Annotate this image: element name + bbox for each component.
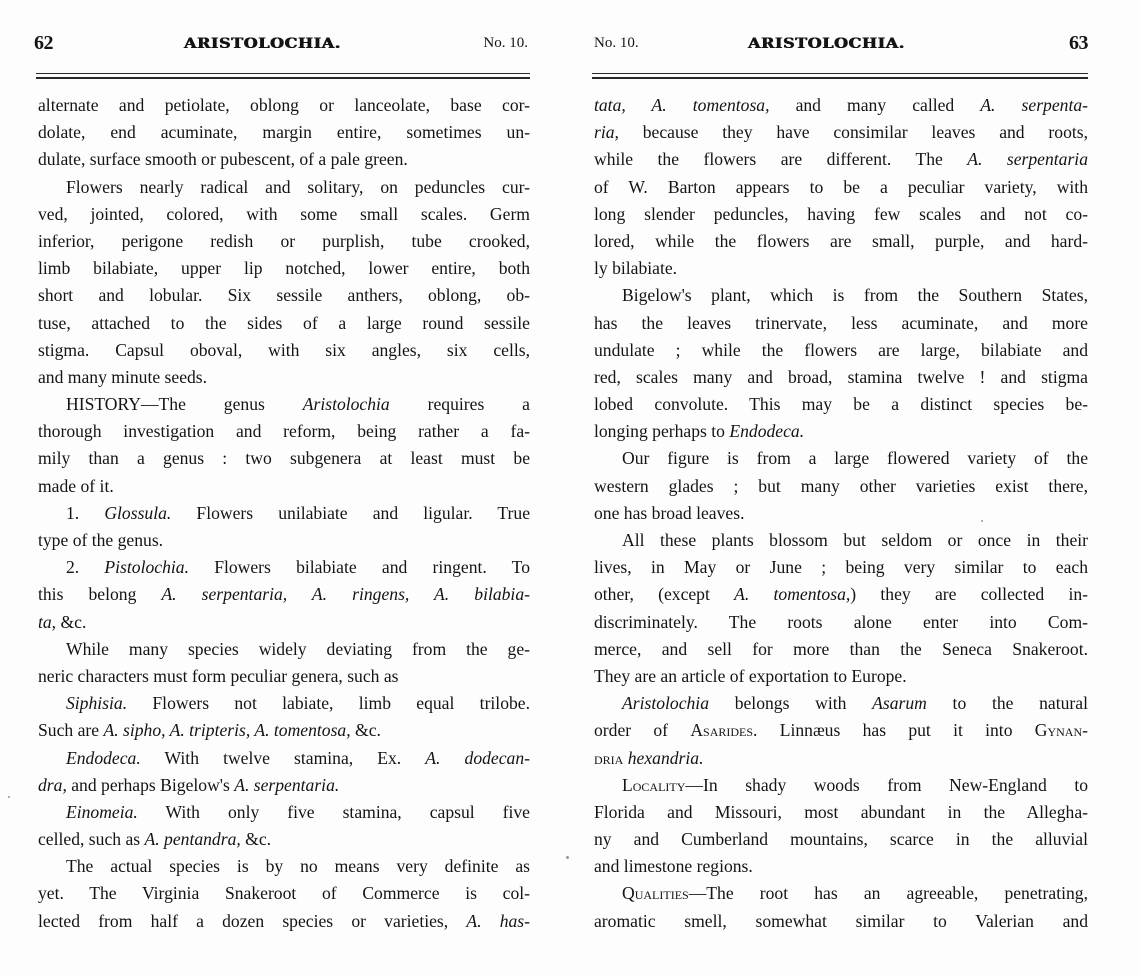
text-line: and limestone regions. [594, 856, 753, 877]
text-line: dolate, end acuminate, margin entire, sometimes un- [38, 122, 530, 143]
text-line: other, (except A. tomentosa,) they are collected in- [594, 584, 1088, 605]
text-line: 2. Pistolochia. Flowers bilabiate and ringent. To [66, 557, 530, 578]
text-line: alternate and petiolate, oblong or lanceolate, base cor- [38, 95, 530, 115]
issue-number: No. 10. [594, 35, 639, 51]
text-line: thorough investigation and reform, being rather a fa- [38, 421, 530, 442]
text-line: inferior, perigone redish or purplish, tube crooked, [38, 230, 530, 251]
text-line: They are an article of exportation to Europe. [594, 665, 907, 686]
text-line: The actual species is by no means very definite as [66, 856, 530, 877]
text-line: limb bilabiate, upper lip notched, lower entire, both [38, 258, 530, 279]
left-page [34, 0, 530, 975]
text-line: neric characters must form peculiar genera, such as [38, 665, 399, 686]
print-speck [8, 796, 10, 798]
text-line: Endodeca. With twelve stamina, Ex. A. dodecan- [66, 747, 530, 768]
running-title: ARISTOLOCHIA. [184, 35, 341, 52]
text-line: order of Asarides. Linnæus has put it into Gynan- [594, 720, 1088, 741]
text-line: Siphisia. Flowers not labiate, limb equal trilobe. [66, 693, 530, 714]
text-line: All these plants blossom but seldom or once in their [622, 530, 1088, 550]
text-line: western glades ; but many other varieties exist there, [594, 475, 1088, 496]
print-speck [566, 856, 569, 859]
text-line: Flowers nearly radical and solitary, on peduncles cur- [66, 176, 530, 197]
text-line: Our figure is from a large flowered variety of the [622, 448, 1088, 469]
text-line: lored, while the flowers are small, purple, and hard- [594, 230, 1088, 251]
text-line: lected from half a dozen species or varieties, A. has- [38, 910, 530, 931]
text-line: while the flowers are different. The A. serpentaria [594, 149, 1088, 170]
text-line: of W. Barton appears to be a peculiar variety, with [594, 176, 1088, 197]
page-number: 62 [34, 32, 53, 54]
text-line: Bigelow's plant, which is from the Southern States, [622, 285, 1088, 306]
right-page-body [594, 92, 1088, 935]
text-line: lobed convolute. This may be a distinct species be- [594, 394, 1088, 415]
text-line: dra, and perhaps Bigelow's A. serpentaria. [38, 774, 340, 795]
text-line: yet. The Virginia Snakeroot of Commerce is col- [38, 883, 530, 904]
text-line: dulate, surface smooth or pubescent, of a pale green. [38, 149, 408, 170]
text-line: tata, A. tomentosa, and many called A. serpenta- [594, 95, 1088, 115]
text-line: stigma. Capsul oboval, with six angles, six cells, [38, 339, 530, 360]
text-line: celled, such as A. pentandra, &c. [38, 829, 272, 850]
left-page-body [38, 92, 530, 935]
header-rule [592, 73, 1088, 79]
header-rule [36, 73, 530, 79]
right-page [594, 0, 1088, 975]
text-line: HISTORY—The genus Aristolochia requires a [66, 394, 530, 415]
text-line: red, scales many and broad, stamina twelve ! and stigma [594, 366, 1088, 387]
running-title: ARISTOLOCHIA. [748, 35, 905, 52]
text-line: 1. Glossula. Flowers unilabiate and ligular. True [66, 502, 530, 523]
text-line: Locality—In shady woods from New-England to [622, 774, 1088, 795]
right-page-header [594, 32, 1088, 58]
text-line: one has broad leaves. [594, 502, 745, 523]
text-line: ved, jointed, colored, with some small scales. Germ [38, 203, 530, 224]
text-line: Florida and Missouri, most abundant in the Allegha- [594, 801, 1088, 822]
text-line: undulate ; while the flowers are large, bilabiate and [594, 339, 1088, 360]
print-speck [981, 520, 983, 522]
text-line: this belong A. serpentaria, A. ringens, A. bilabia- [38, 584, 530, 605]
text-line: ria, because they have consimilar leaves and roots, [594, 122, 1088, 143]
text-line: While many species widely deviating from the ge- [66, 638, 530, 659]
text-line: mily than a genus : two subgenera at least must be [38, 448, 530, 469]
text-line: ny and Cumberland mountains, scarce in the alluvial [594, 829, 1088, 850]
text-line: longing perhaps to Endodeca. [594, 421, 805, 442]
left-page-header [34, 32, 530, 58]
issue-number: No. 10. [483, 35, 528, 51]
text-line: ta, &c. [38, 611, 87, 632]
text-line: and many minute seeds. [38, 366, 208, 387]
text-line: Einomeia. With only five stamina, capsul five [66, 801, 530, 822]
text-line: ly bilabiate. [594, 258, 678, 279]
text-line: type of the genus. [38, 530, 164, 550]
text-line: Qualities—The root has an agreeable, penetrating, [622, 883, 1088, 904]
text-line: aromatic smell, somewhat similar to Valerian and [594, 910, 1088, 931]
text-line: short and lobular. Six sessile anthers, oblong, ob- [38, 285, 530, 306]
text-line: merce, and sell for more than the Seneca Snakeroot. [594, 638, 1088, 659]
text-line: Aristolochia belongs with Asarum to the natural [622, 693, 1088, 714]
text-line: made of it. [38, 475, 114, 496]
text-line: Such are A. sipho, A. tripteris, A. tomentosa, &c. [38, 720, 381, 741]
text-line: has the leaves trinervate, less acuminate, and more [594, 312, 1088, 333]
text-line: lives, in May or June ; being very similar to each [594, 557, 1088, 578]
text-line: dria hexandria. [594, 747, 704, 768]
text-line: discriminately. The roots alone enter into Com- [594, 611, 1088, 632]
text-line: tuse, attached to the sides of a large round sessile [38, 312, 530, 333]
page-number: 63 [1069, 32, 1088, 54]
text-line: long slender peduncles, having few scales and not co- [594, 203, 1088, 224]
